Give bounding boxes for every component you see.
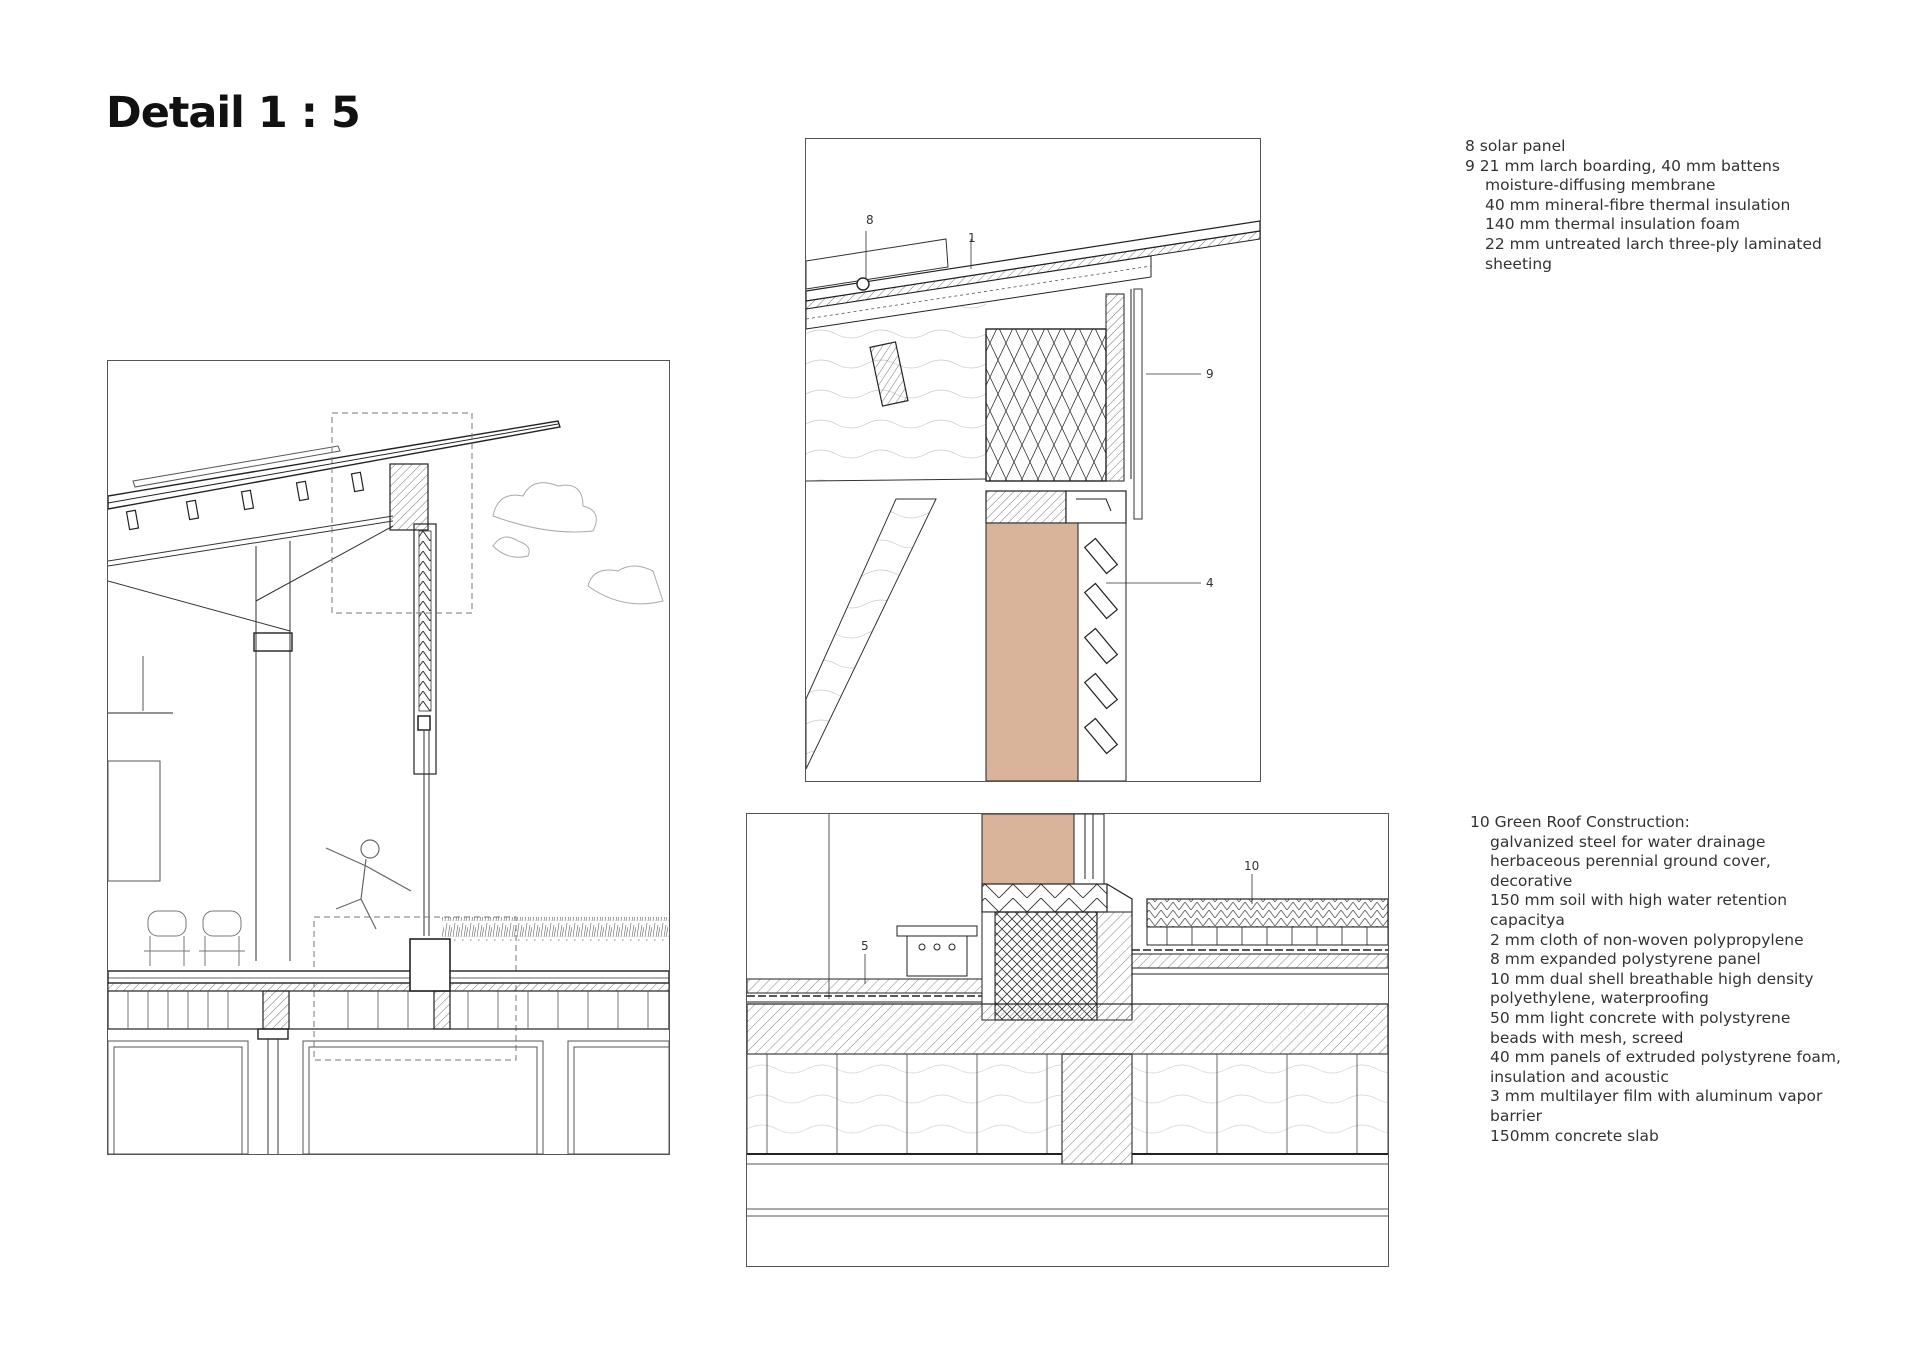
- page-title: Detail 1 : 5: [106, 88, 360, 138]
- legend-line: 2 mm cloth of non-woven polypropylene: [1490, 930, 1804, 949]
- legend-line: 40 mm panels of extruded polystyrene foam,: [1490, 1048, 1841, 1067]
- legend-line: 10 mm dual shell breathable high density: [1490, 969, 1814, 988]
- legend-line: 50 mm light concrete with polystyrene: [1490, 1008, 1791, 1027]
- callout-8: 8: [866, 213, 874, 227]
- callout-9: 9: [1206, 367, 1214, 381]
- section-overview-drawing: [107, 360, 670, 1155]
- legend-line: insulation and acoustic: [1490, 1067, 1669, 1086]
- legend-line: 40 mm mineral-fibre thermal insulation: [1485, 195, 1791, 214]
- green-roof-detail-drawing: [746, 813, 1389, 1267]
- legend-line: beads with mesh, screed: [1490, 1028, 1684, 1047]
- legend-line: 22 mm untreated larch three-ply laminated: [1485, 234, 1822, 253]
- legend-line: 140 mm thermal insulation foam: [1485, 215, 1740, 234]
- legend-line: 150mm concrete slab: [1490, 1126, 1659, 1145]
- roof-eave-detail-svg: [806, 139, 1260, 781]
- callout-5: 5: [861, 939, 869, 953]
- legend-line: galvanized steel for water drainage: [1490, 832, 1766, 851]
- green-roof-detail-svg: [747, 814, 1388, 1266]
- callout-1: 1: [968, 231, 976, 245]
- legend-line: herbaceous perennial ground cover,: [1490, 852, 1771, 871]
- roof-eave-detail-drawing: [805, 138, 1261, 782]
- legend-line: barrier: [1490, 1106, 1543, 1125]
- legend-line: moisture-diffusing membrane: [1485, 176, 1716, 195]
- legend-line: 8 solar panel: [1465, 137, 1566, 155]
- legend-line: 9 21 mm larch boarding, 40 mm battens: [1465, 156, 1780, 175]
- legend-line: sheeting: [1485, 254, 1553, 273]
- legend-line: 8 mm expanded polystyrene panel: [1490, 950, 1761, 969]
- legend-green-roof: [1470, 813, 1841, 1146]
- legend-heading: 10 Green Roof Construction:: [1470, 813, 1690, 831]
- callout-10: 10: [1244, 859, 1260, 873]
- legend-line: capacitya: [1490, 910, 1565, 929]
- legend-roof-layers: [1465, 137, 1822, 274]
- legend-line: 150 mm soil with high water retention: [1490, 891, 1788, 910]
- callout-4: 4: [1206, 576, 1214, 590]
- legend-line: 3 mm multilayer film with aluminum vapor: [1490, 1087, 1823, 1106]
- legend-line: polyethylene, waterproofing: [1490, 989, 1709, 1008]
- section-overview-svg: [108, 361, 669, 1154]
- legend-line: decorative: [1490, 871, 1573, 890]
